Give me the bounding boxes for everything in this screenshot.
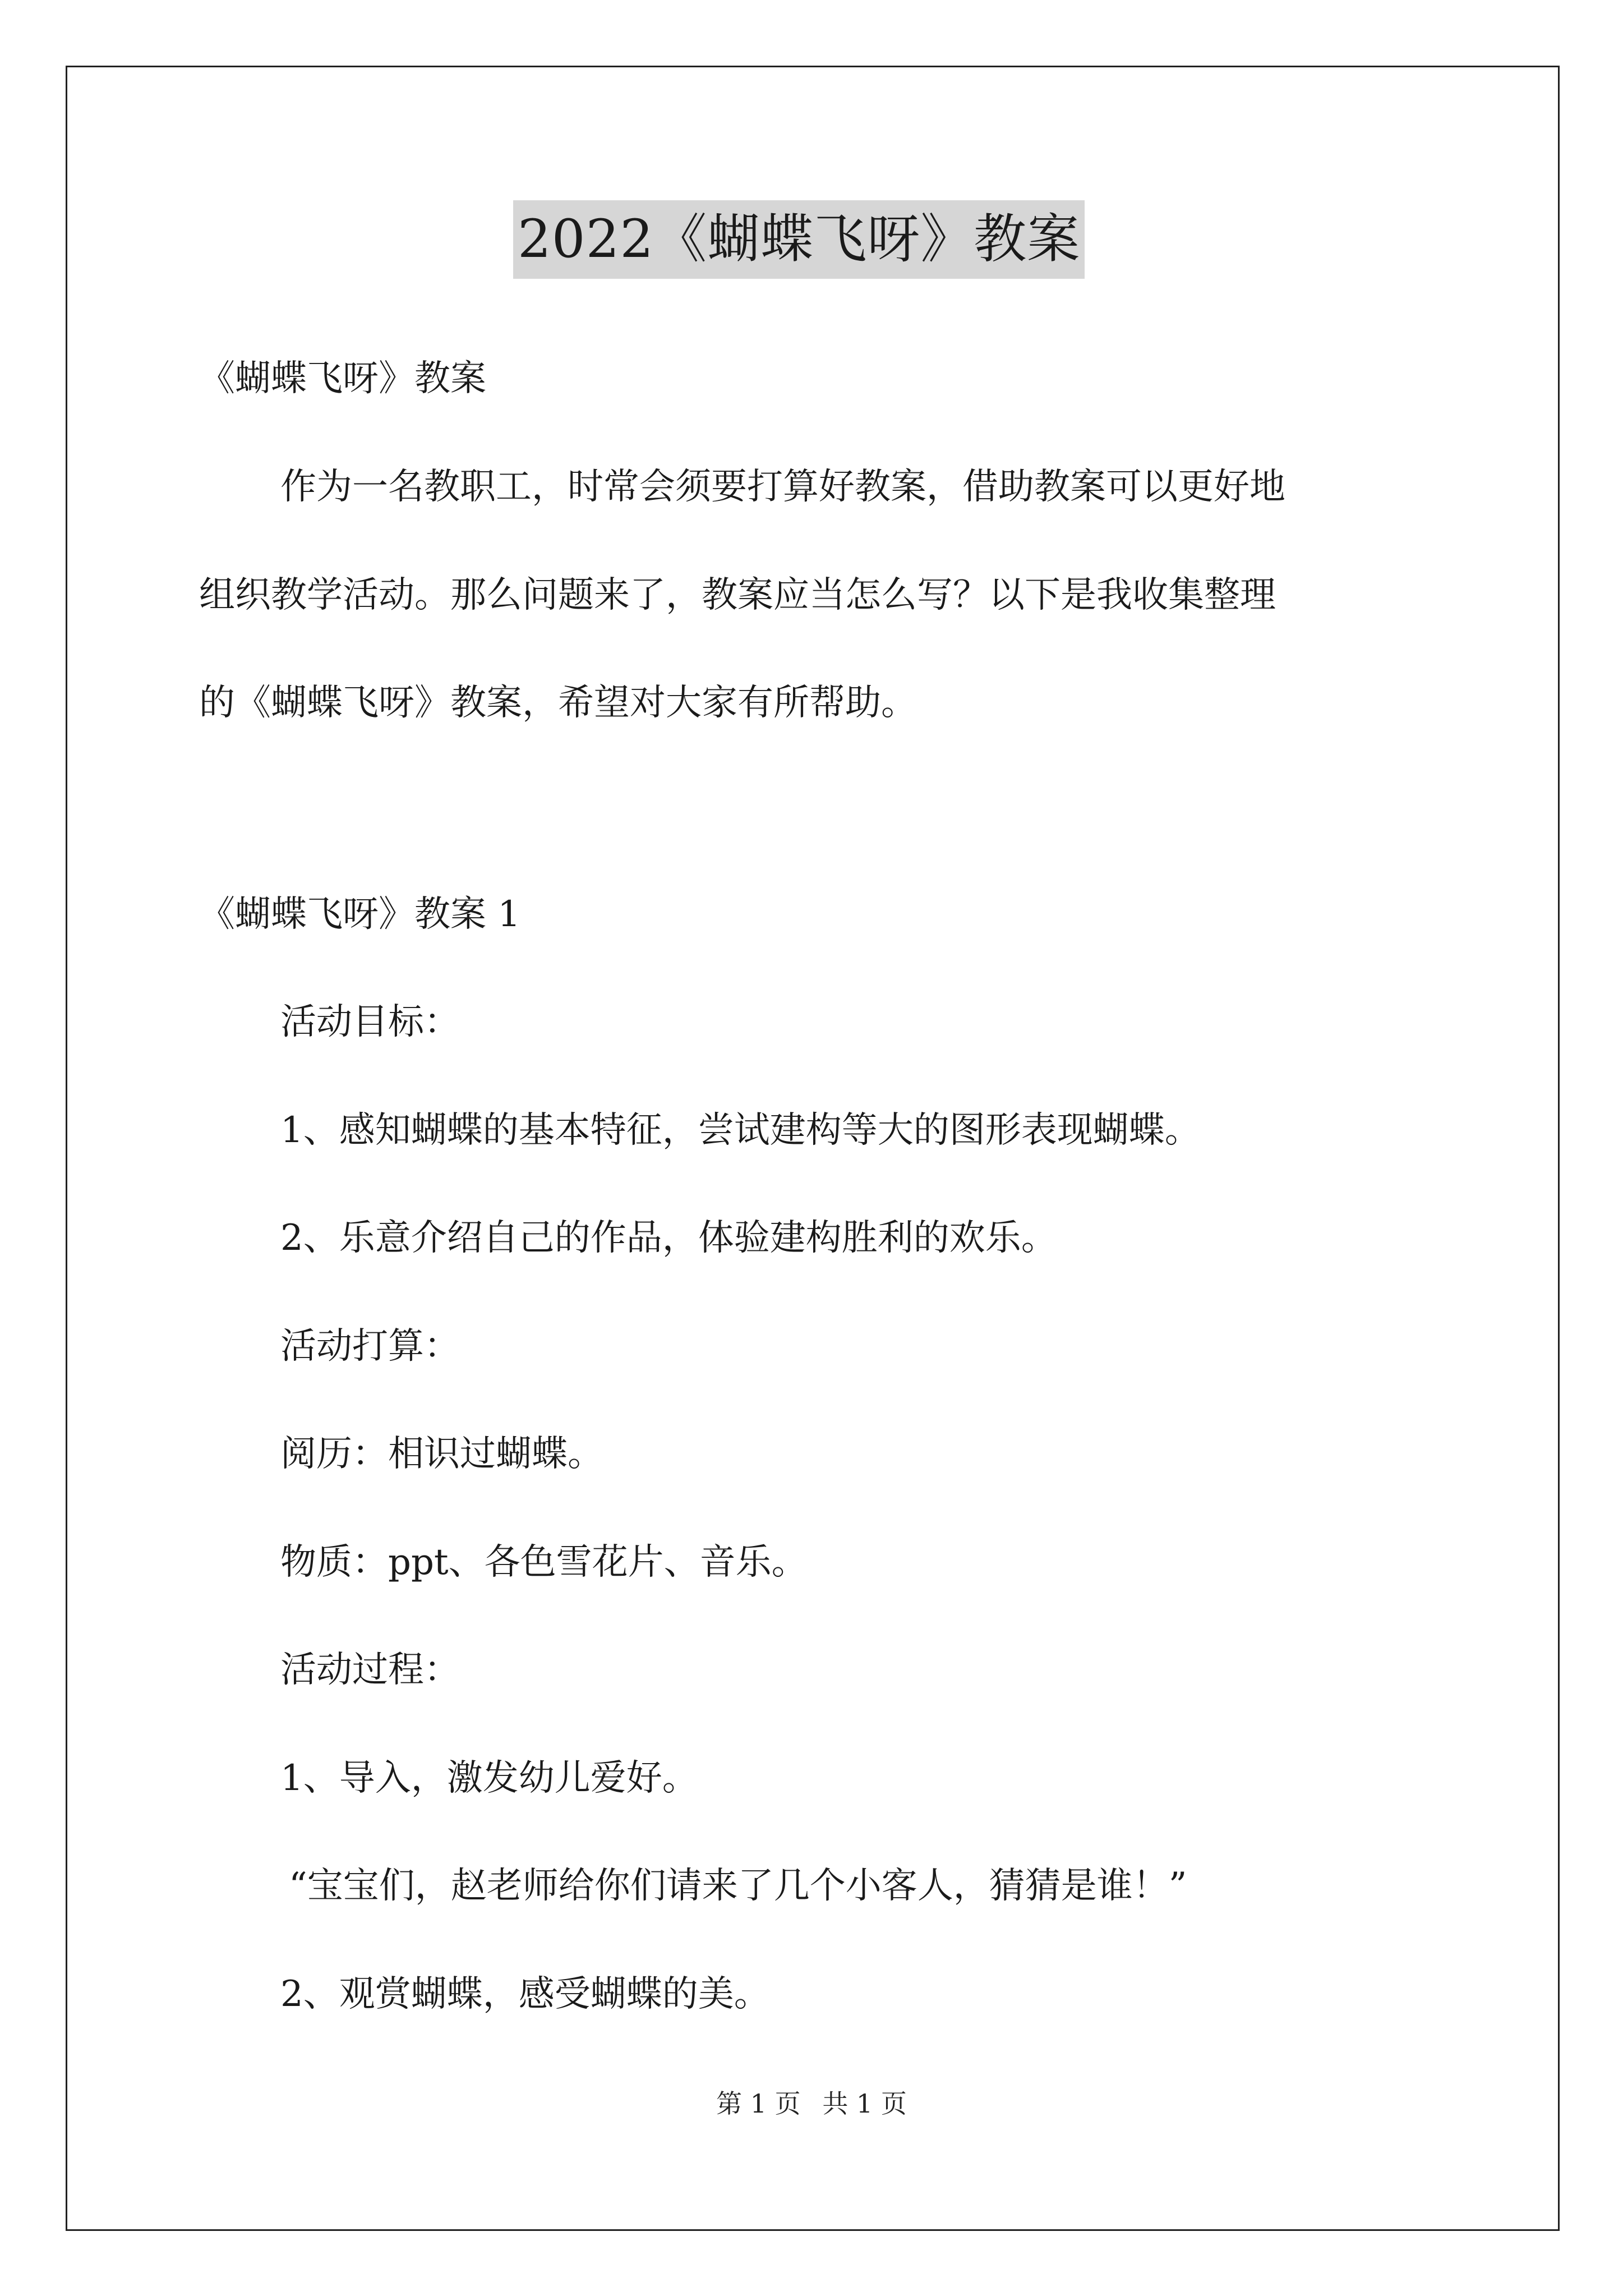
body-line-activity-goals: 活动目标： (280, 1001, 460, 1043)
total-pages-label: 共 1 页 (822, 2088, 907, 2119)
body-line-goal-1: 1、感知蝴蝶的基本特征，尝试建构等大的图形表现蝴蝶。 (280, 1110, 1201, 1151)
body-line-quote: “宝宝们，赵老师给你们请来了几个小客人，猜猜是谁！” (289, 1865, 1187, 1907)
intro-line-3: 的《蝴蝶飞呀》教案，希望对大家有所帮助。 (199, 682, 917, 724)
document-subtitle: 《蝴蝶飞呀》教案 (199, 358, 486, 399)
section-heading: 《蝴蝶飞呀》教案 1 (199, 894, 521, 935)
body-line-activity-prep: 活动打算： (280, 1326, 460, 1367)
document-title: 2022《蝴蝶飞呀》教案 (513, 200, 1085, 279)
body-line-goal-2: 2、乐意介绍自己的作品，体验建构胜利的欢乐。 (280, 1217, 1057, 1259)
body-line-experience: 阅历：相识过蝴蝶。 (280, 1433, 603, 1475)
body-line-activity-process: 活动过程： (280, 1649, 460, 1691)
body-line-step-1: 1、导入，激发幼儿爱好。 (280, 1757, 698, 1799)
intro-line-2: 组织教学活动。那么问题来了，教案应当怎么写？以下是我收集整理 (199, 574, 1276, 616)
body-line-materials: 物质：ppt、各色雪花片、音乐。 (280, 1542, 808, 1583)
body-line-step-2: 2、观赏蝴蝶，感受蝴蝶的美。 (280, 1973, 770, 2015)
page-footer (0, 2087, 1623, 2120)
intro-line-1: 作为一名教职工，时常会须要打算好教案，借助教案可以更好地 (280, 466, 1285, 508)
current-page-label: 第 1 页 (716, 2088, 801, 2119)
